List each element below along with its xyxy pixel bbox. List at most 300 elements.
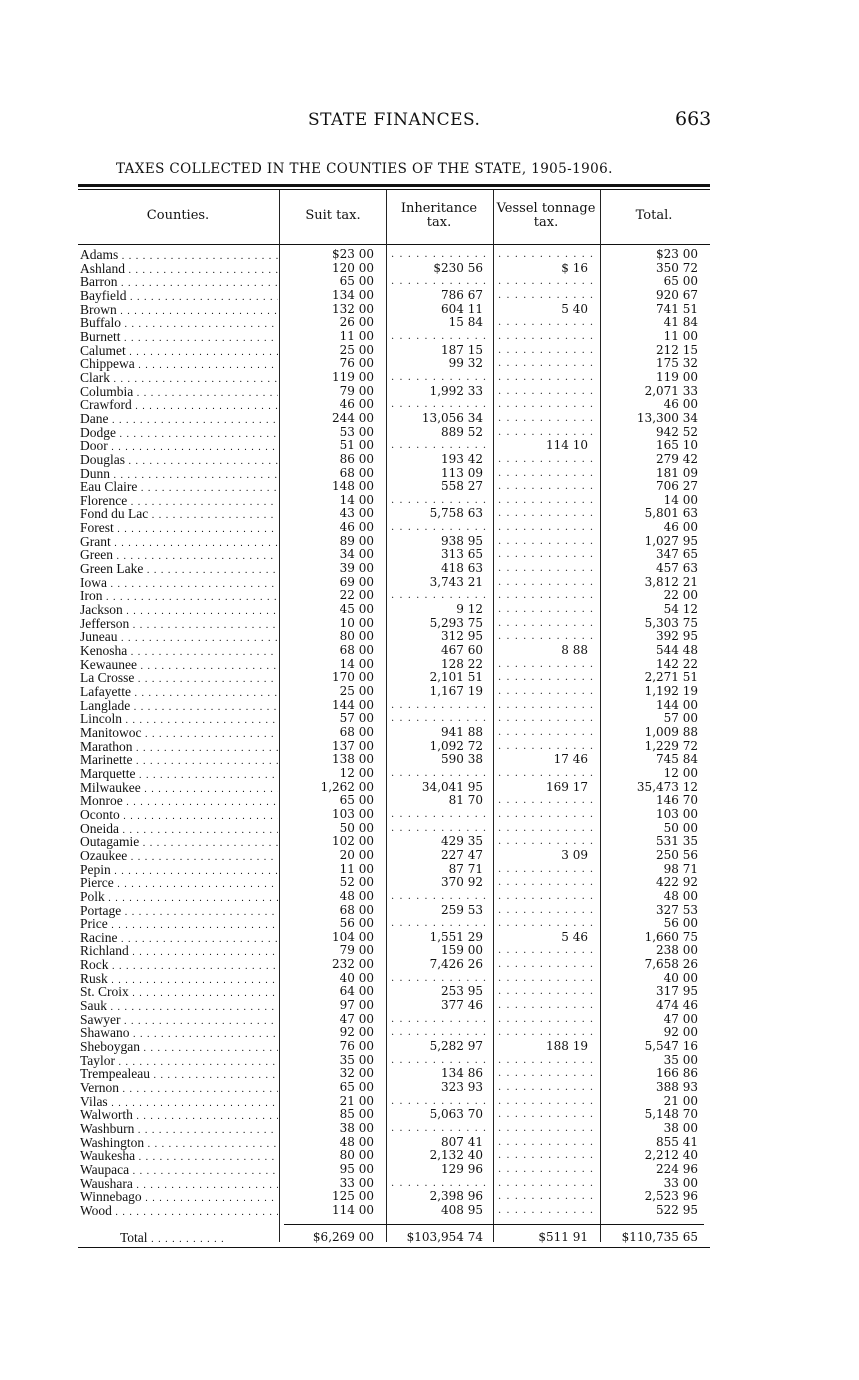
county-cell: Vilas . . . bbox=[80, 1095, 278, 1111]
suit-tax-cell: 38 00 bbox=[339, 1121, 374, 1135]
dot-leader bbox=[498, 1204, 598, 1217]
suit-tax-cell: 125 00 bbox=[332, 1189, 374, 1204]
inheritance-tax-cell: 2,132 40 bbox=[429, 1148, 483, 1163]
total-cell: 350 72 bbox=[656, 260, 698, 275]
total-cell: 531 35 bbox=[656, 834, 698, 849]
county-cell: Burnett . . . bbox=[80, 330, 278, 346]
total-cell: 35 00 bbox=[663, 1052, 698, 1067]
table-row bbox=[78, 275, 710, 289]
table-row bbox=[78, 644, 710, 658]
total-cell: 103 00 bbox=[656, 806, 698, 821]
dot-leader bbox=[391, 917, 488, 930]
table-row bbox=[78, 712, 710, 726]
county-cell: Kenosha . . . bbox=[80, 644, 278, 660]
county-cell: Marinette . . . bbox=[80, 753, 278, 769]
table-row bbox=[78, 1067, 710, 1081]
inheritance-tax-cell: 259 53 bbox=[441, 902, 483, 917]
inheritance-tax-cell: 187 15 bbox=[441, 342, 483, 357]
total-cell: 144 00 bbox=[656, 697, 698, 712]
county-cell: Kewaunee . . . bbox=[80, 658, 278, 674]
dot-leader bbox=[498, 1067, 598, 1080]
suit-tax-cell: 25 00 bbox=[339, 342, 374, 357]
total-cell: 474 46 bbox=[656, 998, 698, 1013]
suit-tax-cell: 14 00 bbox=[339, 492, 374, 507]
total-cell: 5,148 70 bbox=[644, 1107, 698, 1122]
dot-leader bbox=[498, 576, 598, 589]
county-cell: Washington . . . bbox=[80, 1136, 278, 1152]
county-cell: Adams . . . bbox=[80, 248, 278, 264]
table-row bbox=[78, 849, 710, 863]
dot-leader bbox=[498, 357, 598, 370]
total-cell: 40 00 bbox=[663, 970, 698, 985]
suit-tax-cell: 35 00 bbox=[339, 1052, 374, 1067]
table-row bbox=[78, 999, 710, 1013]
suit-tax-cell: 52 00 bbox=[339, 875, 374, 890]
county-cell: Door . . . bbox=[80, 439, 278, 455]
suit-tax-cell: 34 00 bbox=[339, 547, 374, 562]
county-cell: Sauk . . . bbox=[80, 999, 278, 1015]
vessel-tax-cell: 114 10 bbox=[546, 438, 588, 453]
total-cell: 7,658 26 bbox=[644, 957, 698, 972]
inheritance-tax-cell: 3,743 21 bbox=[429, 574, 483, 589]
table-row bbox=[78, 753, 710, 767]
dot-leader bbox=[498, 822, 598, 835]
vessel-tax-cell: 188 19 bbox=[546, 1039, 588, 1054]
table-row bbox=[78, 822, 710, 836]
dot-leader bbox=[498, 507, 598, 520]
total-cell: 1,192 19 bbox=[644, 684, 698, 698]
dot-leader bbox=[498, 385, 598, 398]
total-cell: 2,071 33 bbox=[644, 383, 698, 398]
table-caption: TAXES COLLECTED IN THE COUNTIES OF THE STATE, 1905-1906. bbox=[116, 161, 613, 177]
dot-leader bbox=[391, 822, 488, 835]
total-cell: 5,801 63 bbox=[644, 506, 698, 521]
total-cell: 46 00 bbox=[663, 397, 698, 412]
vessel-tax-cell: 17 46 bbox=[553, 752, 588, 767]
suit-tax-cell: 132 00 bbox=[332, 301, 374, 316]
county-cell: Fond du Lac . . . bbox=[80, 507, 278, 523]
total-cell: 544 48 bbox=[656, 643, 698, 658]
table-row bbox=[78, 1108, 710, 1122]
total-cell: 92 00 bbox=[663, 1025, 698, 1040]
total-cell: 22 00 bbox=[663, 588, 698, 603]
county-cell: Richland . . . bbox=[80, 944, 278, 960]
table-body bbox=[78, 248, 710, 1218]
county-cell: Green . . . bbox=[80, 548, 278, 564]
inheritance-tax-cell: 408 95 bbox=[441, 1202, 483, 1217]
vessel-tax-cell: 5 46 bbox=[561, 929, 588, 944]
table-row bbox=[78, 289, 710, 303]
table-row bbox=[78, 685, 710, 699]
suit-tax-cell: 68 00 bbox=[339, 724, 374, 739]
suit-tax-cell: 89 00 bbox=[339, 533, 374, 548]
total-cell: 5,303 75 bbox=[644, 615, 698, 630]
table-row bbox=[78, 944, 710, 958]
dot-leader bbox=[498, 1122, 598, 1135]
total-cell: 1,027 95 bbox=[644, 533, 698, 548]
total-cell: 1,229 72 bbox=[644, 738, 698, 753]
inheritance-tax-cell: $230 56 bbox=[433, 260, 483, 275]
table-row bbox=[78, 1081, 710, 1095]
total-cell: 38 00 bbox=[663, 1121, 698, 1135]
county-cell: Iron . . . bbox=[80, 589, 278, 605]
county-cell: Ashland . . . bbox=[80, 262, 278, 278]
totals-vessel: $511 91 bbox=[538, 1230, 588, 1244]
table-row bbox=[78, 426, 710, 440]
county-cell: Wood . . . bbox=[80, 1204, 278, 1220]
total-cell: 741 51 bbox=[656, 301, 698, 316]
total-cell: 54 12 bbox=[663, 602, 698, 617]
table-row bbox=[78, 562, 710, 576]
inheritance-tax-cell: 313 65 bbox=[441, 547, 483, 562]
dot-leader bbox=[391, 275, 488, 288]
county-cell: Washburn . . . bbox=[80, 1122, 278, 1138]
dot-leader bbox=[498, 999, 598, 1012]
total-cell: 522 95 bbox=[656, 1202, 698, 1217]
dot-leader bbox=[498, 535, 598, 548]
dot-leader bbox=[498, 876, 598, 889]
county-cell: Waupaca . . . bbox=[80, 1163, 278, 1179]
suit-tax-cell: 80 00 bbox=[339, 1148, 374, 1163]
dot-leader bbox=[498, 794, 598, 807]
table-row bbox=[78, 1136, 710, 1150]
totals-row bbox=[78, 1226, 710, 1246]
suit-tax-cell: 68 00 bbox=[339, 902, 374, 917]
suit-tax-cell: 33 00 bbox=[339, 1175, 374, 1190]
total-cell: 142 22 bbox=[656, 656, 698, 671]
dot-leader bbox=[498, 958, 598, 971]
table-row bbox=[78, 357, 710, 371]
dot-leader bbox=[391, 330, 488, 343]
total-cell: 48 00 bbox=[663, 888, 698, 903]
suit-tax-cell: 170 00 bbox=[332, 670, 374, 685]
total-cell: 46 00 bbox=[663, 520, 698, 535]
dot-leader bbox=[498, 1081, 598, 1094]
county-cell: Waukesha . . . bbox=[80, 1149, 278, 1165]
county-cell: Bayfield . . . bbox=[80, 289, 278, 305]
county-cell: Manitowoc . . . bbox=[80, 726, 278, 742]
dot-leader bbox=[498, 603, 598, 616]
suit-tax-cell: 56 00 bbox=[339, 916, 374, 931]
inheritance-tax-cell: 1,092 72 bbox=[429, 738, 483, 753]
suit-tax-cell: 65 00 bbox=[339, 274, 374, 289]
dot-leader bbox=[498, 398, 598, 411]
suit-tax-cell: 138 00 bbox=[332, 752, 374, 767]
table-row bbox=[78, 835, 710, 849]
header-vessel-tonnage-tax: Vessel tonnage tax. bbox=[496, 201, 596, 230]
total-cell: 47 00 bbox=[663, 1011, 698, 1026]
table-row bbox=[78, 1095, 710, 1109]
suit-tax-cell: 51 00 bbox=[339, 438, 374, 453]
suit-tax-cell: 46 00 bbox=[339, 397, 374, 412]
running-head bbox=[0, 108, 859, 138]
running-title: STATE FINANCES. bbox=[308, 110, 481, 130]
county-cell: Oneida . . . bbox=[80, 822, 278, 838]
suit-tax-cell: 80 00 bbox=[339, 629, 374, 644]
table-row bbox=[78, 371, 710, 385]
dot-leader bbox=[391, 521, 488, 534]
suit-tax-cell: 92 00 bbox=[339, 1025, 374, 1040]
suit-tax-cell: 11 00 bbox=[339, 861, 374, 876]
total-cell: 3,812 21 bbox=[644, 574, 698, 589]
inheritance-tax-cell: 467 60 bbox=[441, 643, 483, 658]
inheritance-tax-cell: 159 00 bbox=[441, 943, 483, 958]
county-cell: Milwaukee . . . bbox=[80, 781, 278, 797]
table-row bbox=[78, 794, 710, 808]
table-row bbox=[78, 1204, 710, 1218]
total-cell: 166 86 bbox=[656, 1066, 698, 1081]
suit-tax-cell: 232 00 bbox=[332, 957, 374, 972]
inheritance-tax-cell: 941 88 bbox=[441, 724, 483, 739]
total-cell: 706 27 bbox=[656, 479, 698, 494]
inheritance-tax-cell: 253 95 bbox=[441, 984, 483, 999]
dot-leader bbox=[391, 398, 488, 411]
vessel-tax-cell: $ 16 bbox=[561, 260, 588, 275]
county-cell: Chippewa . . . bbox=[80, 357, 278, 373]
suit-tax-cell: 57 00 bbox=[339, 711, 374, 726]
dot-leader bbox=[498, 904, 598, 917]
total-cell: 13,300 34 bbox=[636, 410, 698, 425]
vessel-tax-cell: 5 40 bbox=[561, 301, 588, 316]
table-bottom-rule bbox=[78, 1247, 710, 1248]
table-row bbox=[78, 385, 710, 399]
county-cell: Dodge . . . bbox=[80, 426, 278, 442]
inheritance-tax-cell: 193 42 bbox=[441, 451, 483, 466]
county-cell: Jefferson . . . bbox=[80, 617, 278, 633]
total-cell: 920 67 bbox=[656, 287, 698, 302]
total-cell: 33 00 bbox=[663, 1175, 698, 1190]
inheritance-tax-cell: 323 93 bbox=[441, 1080, 483, 1095]
totals-label: Total . . . bbox=[120, 1230, 225, 1246]
total-cell: 5,547 16 bbox=[644, 1039, 698, 1054]
totals-total: $110,735 65 bbox=[621, 1230, 698, 1244]
table-row bbox=[78, 494, 710, 508]
dot-leader bbox=[498, 1177, 598, 1190]
suit-tax-cell: 53 00 bbox=[339, 424, 374, 439]
table-row bbox=[78, 1163, 710, 1177]
total-cell: 57 00 bbox=[663, 711, 698, 726]
dot-leader bbox=[498, 1163, 598, 1176]
total-cell: 2,271 51 bbox=[644, 670, 698, 685]
dot-leader bbox=[498, 426, 598, 439]
inheritance-tax-cell: 1,167 19 bbox=[429, 684, 483, 698]
county-cell: Taylor . . . bbox=[80, 1054, 278, 1070]
table-row bbox=[78, 548, 710, 562]
table-row bbox=[78, 1190, 710, 1204]
suit-tax-cell: 65 00 bbox=[339, 793, 374, 808]
suit-tax-cell: 68 00 bbox=[339, 643, 374, 658]
dot-leader bbox=[498, 371, 598, 384]
inheritance-tax-cell: 2,101 51 bbox=[429, 670, 483, 685]
dot-leader bbox=[498, 480, 598, 493]
inheritance-tax-cell: 604 11 bbox=[441, 301, 483, 316]
header-bottom-rule bbox=[78, 244, 710, 245]
table-row bbox=[78, 589, 710, 603]
total-cell: 12 00 bbox=[663, 765, 698, 780]
dot-leader bbox=[498, 740, 598, 753]
dot-leader bbox=[498, 767, 598, 780]
suit-tax-cell: 14 00 bbox=[339, 656, 374, 671]
county-cell: Lincoln . . . bbox=[80, 712, 278, 728]
county-cell: Columbia . . . bbox=[80, 385, 278, 401]
county-cell: Crawford . . . bbox=[80, 398, 278, 414]
suit-tax-cell: 76 00 bbox=[339, 356, 374, 371]
county-cell: Pierce . . . bbox=[80, 876, 278, 892]
inheritance-tax-cell: 34,041 95 bbox=[421, 779, 483, 794]
inheritance-tax-cell: 227 47 bbox=[441, 847, 483, 862]
total-cell: 388 93 bbox=[656, 1080, 698, 1095]
table-row bbox=[78, 876, 710, 890]
dot-leader bbox=[391, 371, 488, 384]
table-row bbox=[78, 603, 710, 617]
county-cell: Ozaukee . . . bbox=[80, 849, 278, 865]
total-cell: 2,212 40 bbox=[644, 1148, 698, 1163]
dot-leader bbox=[498, 699, 598, 712]
suit-tax-cell: 45 00 bbox=[339, 602, 374, 617]
county-cell: Shawano . . . bbox=[80, 1026, 278, 1042]
suit-tax-cell: 21 00 bbox=[339, 1093, 374, 1108]
dot-leader bbox=[391, 972, 488, 985]
dot-leader bbox=[498, 248, 598, 261]
dot-leader bbox=[498, 1190, 598, 1203]
total-cell: 855 41 bbox=[656, 1134, 698, 1149]
inheritance-tax-cell: 1,992 33 bbox=[429, 383, 483, 398]
suit-tax-cell: 46 00 bbox=[339, 520, 374, 535]
dot-leader bbox=[498, 808, 598, 821]
inheritance-tax-cell: 312 95 bbox=[441, 629, 483, 644]
total-cell: 457 63 bbox=[656, 561, 698, 576]
table-row bbox=[78, 439, 710, 453]
totals-suit: $6,269 00 bbox=[312, 1230, 374, 1244]
suit-tax-cell: 50 00 bbox=[339, 820, 374, 835]
total-cell: 250 56 bbox=[656, 847, 698, 862]
county-cell: Marquette . . . bbox=[80, 767, 278, 783]
dot-leader bbox=[498, 1054, 598, 1067]
dot-leader bbox=[391, 767, 488, 780]
suit-tax-cell: 119 00 bbox=[332, 369, 374, 384]
dot-leader bbox=[498, 521, 598, 534]
county-cell: Dane . . . bbox=[80, 412, 278, 428]
table-row bbox=[78, 262, 710, 276]
total-cell: 35,473 12 bbox=[636, 779, 698, 794]
dot-leader bbox=[391, 808, 488, 821]
inheritance-tax-cell: 15 84 bbox=[448, 315, 483, 330]
suit-tax-cell: 120 00 bbox=[332, 260, 374, 275]
inheritance-tax-cell: 429 35 bbox=[441, 834, 483, 849]
table-row bbox=[78, 767, 710, 781]
total-cell: 1,660 75 bbox=[644, 929, 698, 944]
county-cell: Iowa . . . bbox=[80, 576, 278, 592]
dot-leader bbox=[498, 917, 598, 930]
table-row bbox=[78, 890, 710, 904]
county-cell: Florence . . . bbox=[80, 494, 278, 510]
header-inheritance-tax: Inheritance tax. bbox=[400, 201, 478, 230]
suit-tax-cell: 79 00 bbox=[339, 383, 374, 398]
table-row bbox=[78, 467, 710, 481]
dot-leader bbox=[498, 630, 598, 643]
dot-leader bbox=[498, 316, 598, 329]
total-cell: 745 84 bbox=[656, 752, 698, 767]
dot-leader bbox=[498, 890, 598, 903]
suit-tax-cell: 48 00 bbox=[339, 888, 374, 903]
county-cell: Forest . . . bbox=[80, 521, 278, 537]
county-cell: Clark . . . bbox=[80, 371, 278, 387]
total-cell: 65 00 bbox=[663, 274, 698, 289]
suit-tax-cell: 10 00 bbox=[339, 615, 374, 630]
table-row bbox=[78, 412, 710, 426]
suit-tax-cell: 48 00 bbox=[339, 1134, 374, 1149]
total-cell: 327 53 bbox=[656, 902, 698, 917]
suit-tax-cell: 85 00 bbox=[339, 1107, 374, 1122]
dot-leader bbox=[498, 726, 598, 739]
table-row bbox=[78, 699, 710, 713]
suit-tax-cell: 144 00 bbox=[332, 697, 374, 712]
table-row bbox=[78, 863, 710, 877]
dot-leader bbox=[498, 671, 598, 684]
inheritance-tax-cell: 418 63 bbox=[441, 561, 483, 576]
table-row bbox=[78, 1040, 710, 1054]
table-row bbox=[78, 781, 710, 795]
suit-tax-cell: 25 00 bbox=[339, 684, 374, 698]
dot-leader bbox=[498, 712, 598, 725]
county-cell: Sawyer . . . bbox=[80, 1013, 278, 1029]
dot-leader bbox=[498, 944, 598, 957]
dot-leader bbox=[498, 330, 598, 343]
total-cell: 14 00 bbox=[663, 492, 698, 507]
suit-tax-cell: 12 00 bbox=[339, 765, 374, 780]
suit-tax-cell: 95 00 bbox=[339, 1161, 374, 1176]
table-row bbox=[78, 617, 710, 631]
total-cell: 41 84 bbox=[663, 315, 698, 330]
suit-tax-cell: 86 00 bbox=[339, 451, 374, 466]
county-cell: Douglas . . . bbox=[80, 453, 278, 469]
suit-tax-cell: 20 00 bbox=[339, 847, 374, 862]
county-cell: Juneau . . . bbox=[80, 630, 278, 646]
suit-tax-cell: 103 00 bbox=[332, 806, 374, 821]
table-row bbox=[78, 972, 710, 986]
page-number: 663 bbox=[675, 108, 712, 130]
total-cell: 50 00 bbox=[663, 820, 698, 835]
vessel-tax-cell: 3 09 bbox=[561, 847, 588, 862]
county-cell: Langlade . . . bbox=[80, 699, 278, 715]
total-cell: 392 95 bbox=[656, 629, 698, 644]
county-cell: Polk . . . bbox=[80, 890, 278, 906]
vessel-tax-cell: 169 17 bbox=[546, 779, 588, 794]
dot-leader bbox=[391, 1177, 488, 1190]
total-cell: 98 71 bbox=[663, 861, 698, 876]
inheritance-tax-cell: 9 12 bbox=[456, 602, 483, 617]
county-cell: Barron . . . bbox=[80, 275, 278, 291]
county-cell: St. Croix . . . bbox=[80, 985, 278, 1001]
suit-tax-cell: 102 00 bbox=[332, 834, 374, 849]
total-cell: 317 95 bbox=[656, 984, 698, 999]
suit-tax-cell: 1,262 00 bbox=[320, 779, 374, 794]
suit-tax-cell: 76 00 bbox=[339, 1039, 374, 1054]
table-row bbox=[78, 917, 710, 931]
dot-leader bbox=[498, 467, 598, 480]
suit-tax-cell: 22 00 bbox=[339, 588, 374, 603]
table-row bbox=[78, 316, 710, 330]
table-row bbox=[78, 507, 710, 521]
dot-leader bbox=[498, 1026, 598, 1039]
table-row bbox=[78, 480, 710, 494]
county-cell: Vernon . . . bbox=[80, 1081, 278, 1097]
table-row bbox=[78, 1122, 710, 1136]
inheritance-tax-cell: 2,398 96 bbox=[429, 1189, 483, 1204]
total-cell: 146 70 bbox=[656, 793, 698, 808]
suit-tax-cell: 32 00 bbox=[339, 1066, 374, 1081]
county-cell: Portage . . . bbox=[80, 904, 278, 920]
